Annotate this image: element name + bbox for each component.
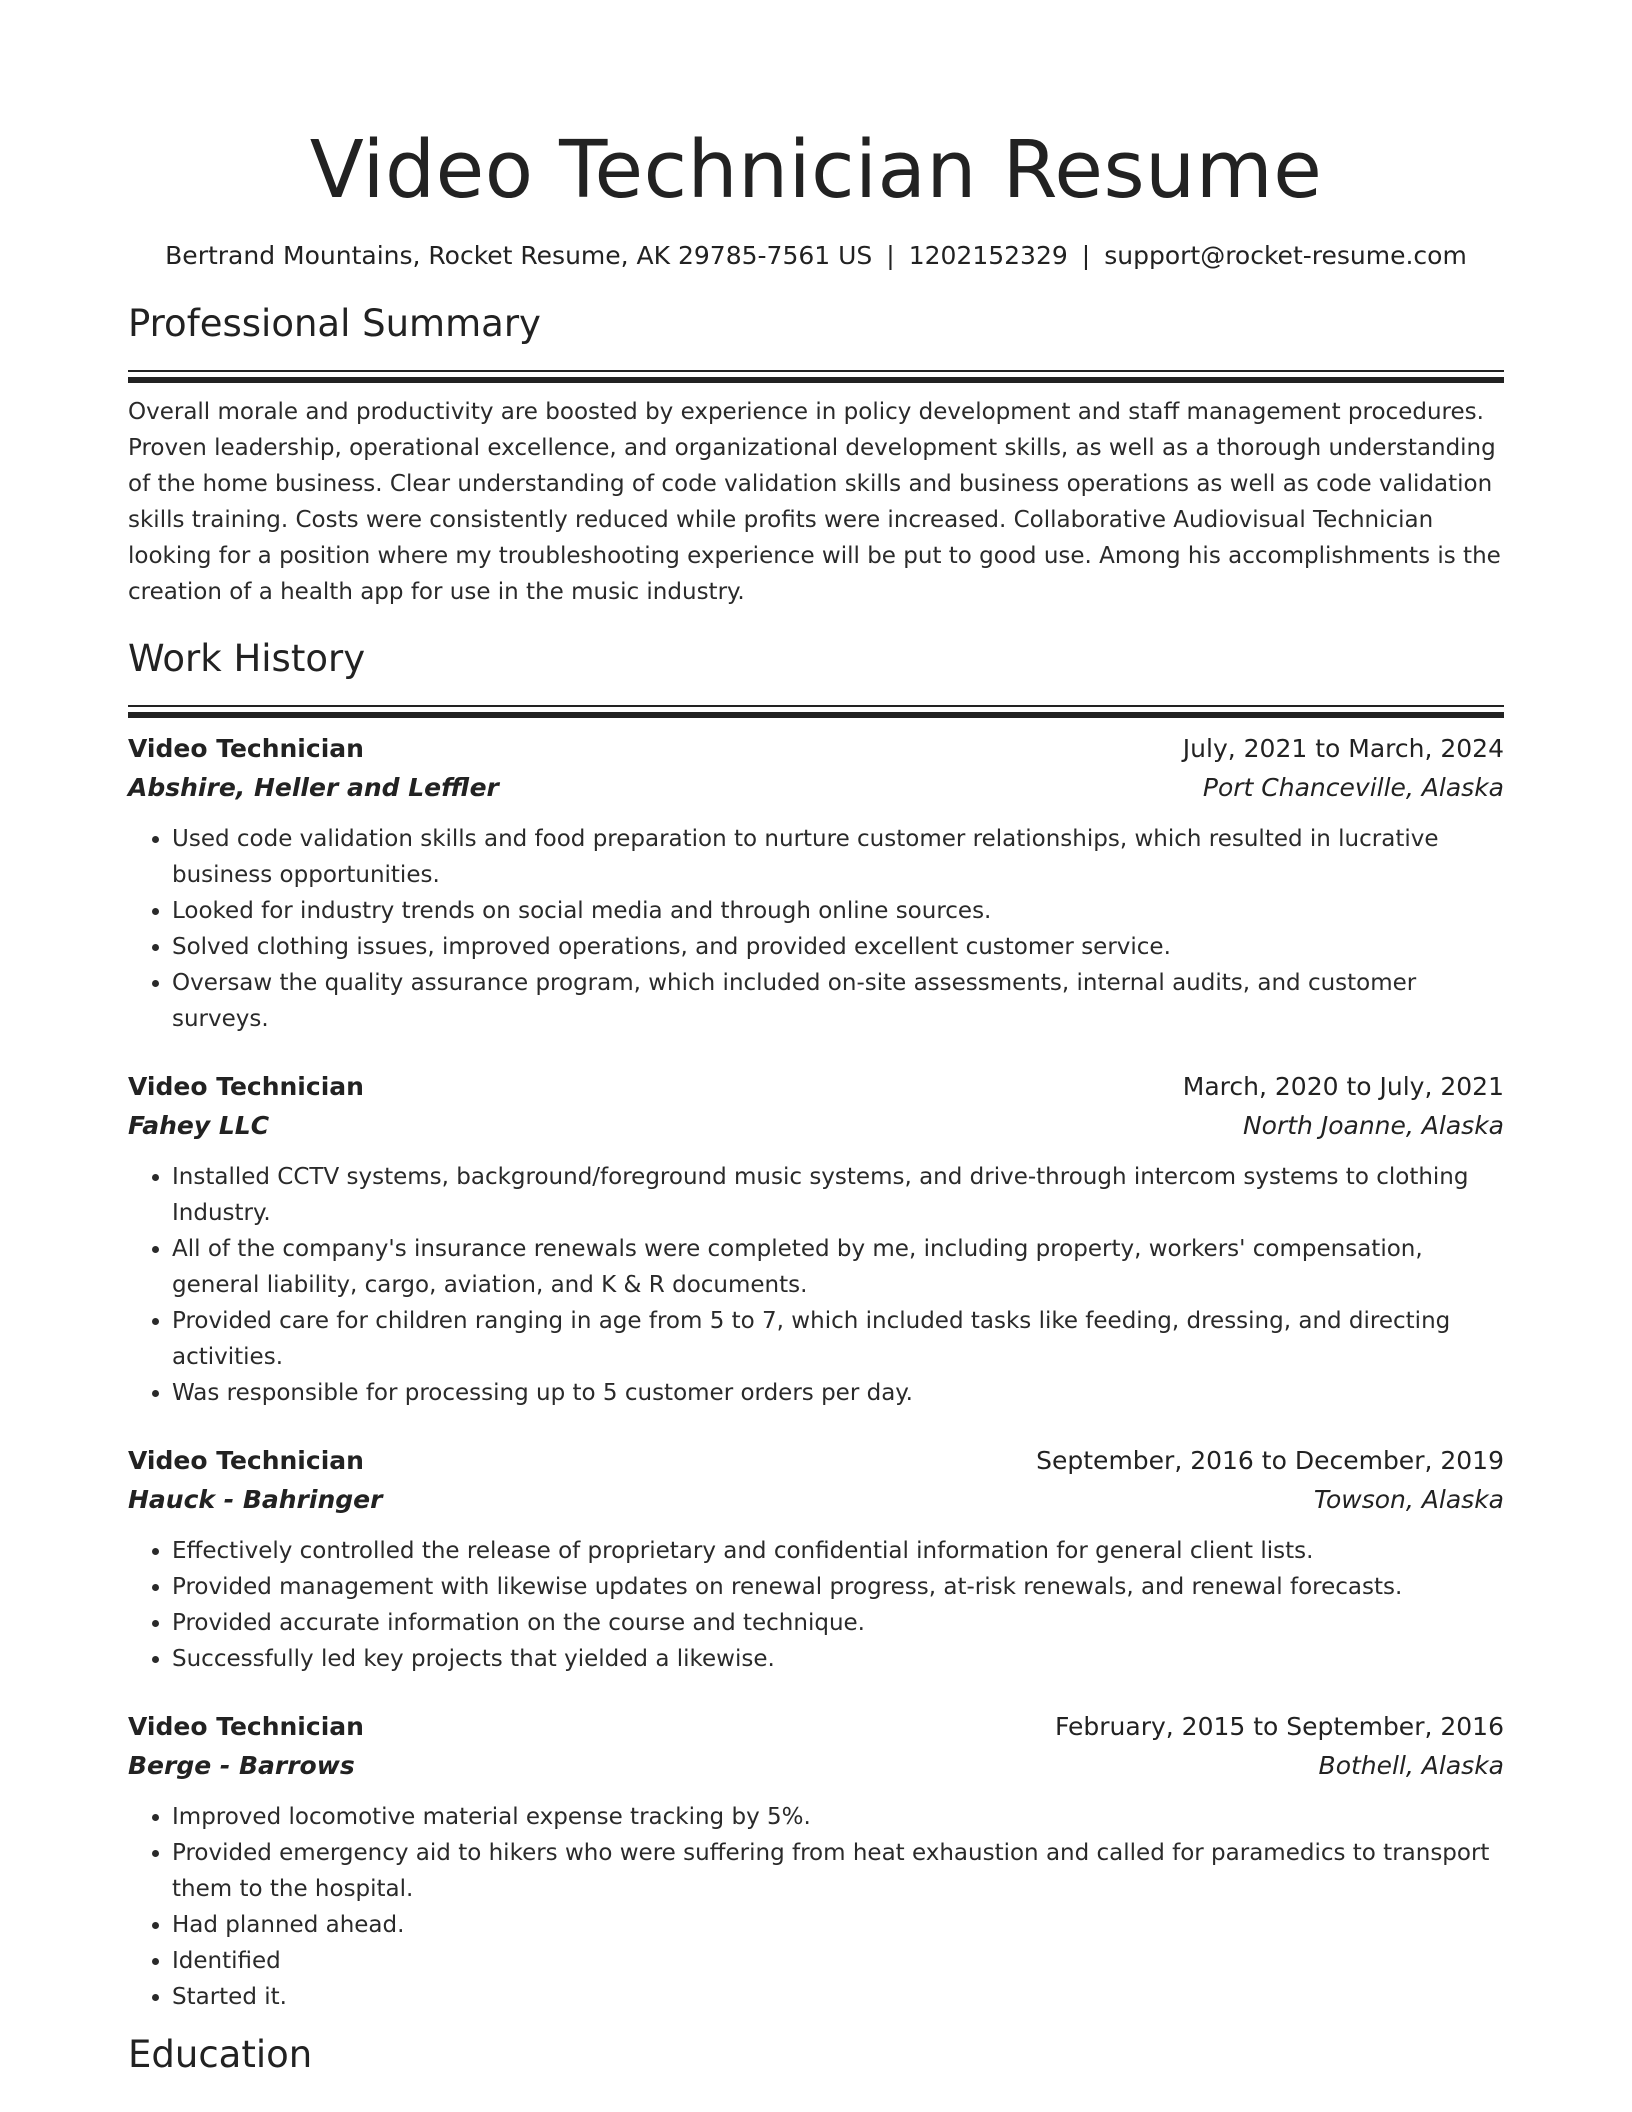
job-bullets bbox=[128, 821, 1504, 1037]
company-name: Berge - Barrows bbox=[128, 1751, 355, 1780]
job-bullet: • Improved locomotive material expense tracking by 5%. bbox=[172, 1799, 1504, 1835]
contact-email: support@rocket-resume.com bbox=[1104, 241, 1467, 270]
page-title: Video Technician Resume bbox=[309, 124, 1323, 216]
job-bullet: • Provided emergency aid to hikers who were suffering from heat exhaustion and called for paramedics to transport them to the hospital. bbox=[172, 1835, 1504, 1907]
job-bullet: • Provided management with likewise updates on renewal progress, at-risk renewals, and renewal forecasts. bbox=[172, 1569, 1504, 1605]
job-bullet: • Solved clothing issues, improved operations, and provided excellent customer service. bbox=[172, 929, 1504, 965]
job-dates: September, 2016 to December, 2019 bbox=[1036, 1446, 1504, 1475]
job-location: Towson, Alaska bbox=[1313, 1485, 1504, 1514]
job-bullet: • Oversaw the quality assurance program, which included on-site assessments, internal audits, and customer surveys. bbox=[172, 965, 1504, 1037]
section-divider bbox=[128, 705, 1504, 711]
job-bullet: • Identified bbox=[172, 1943, 1504, 1979]
contact-line bbox=[128, 238, 1504, 274]
job-bullet: • Had planned ahead. bbox=[172, 1907, 1504, 1943]
job-title: Video Technician bbox=[128, 1712, 364, 1741]
job-dates: July, 2021 to March, 2024 bbox=[1182, 734, 1504, 763]
job-title: Video Technician bbox=[128, 1446, 364, 1475]
work-history-section bbox=[128, 633, 1504, 2015]
summary-text: Overall morale and productivity are boosted by experience in policy development and staff management procedures. Proven leadership, operational excellence, and organizational development skills, as well as a thorough understanding of the home business. Clear understanding of code validation skills and business operations as well as code validation skills training. Costs were consistently reduced while profits were increased. Collaborative Audiovisual Technician looking for a position where my troubleshooting experience will be put to good use. Among his accomplishments is the creation of a health app for use in the music industry. bbox=[128, 399, 1501, 605]
job-dates: February, 2015 to September, 2016 bbox=[1055, 1712, 1504, 1741]
job-bullet: • Installed CCTV systems, background/foreground music systems, and drive-through intercom systems to clothing Industry. bbox=[172, 1159, 1504, 1231]
job-entry bbox=[128, 1441, 1504, 1677]
job-location: North Joanne, Alaska bbox=[1242, 1111, 1504, 1140]
job-bullet: • Looked for industry trends on social media and through online sources. bbox=[172, 893, 1504, 929]
summary-section bbox=[128, 298, 1504, 610]
company-name: Fahey LLC bbox=[128, 1111, 270, 1140]
job-bullet: • Provided care for children ranging in age from 5 to 7, which included tasks like feeding, dressing, and directing activities. bbox=[172, 1303, 1504, 1375]
job-bullets bbox=[128, 1799, 1504, 2015]
job-bullet: • Provided accurate information on the course and technique. bbox=[172, 1605, 1504, 1641]
job-entry bbox=[128, 1067, 1504, 1411]
job-bullet: • Started it. bbox=[172, 1979, 1504, 2015]
job-bullets bbox=[128, 1159, 1504, 1411]
job-dates: March, 2020 to July, 2021 bbox=[1182, 1072, 1504, 1101]
resume-page bbox=[128, 0, 1504, 2081]
job-bullet: • All of the company's insurance renewals were completed by me, including property, workers' compensation, general liability, cargo, aviation, and K & R documents. bbox=[172, 1231, 1504, 1303]
contact-separator: | bbox=[1081, 241, 1091, 270]
job-entry bbox=[128, 1707, 1504, 2015]
job-bullet: • Was responsible for processing up to 5 customer orders per day. bbox=[172, 1375, 1504, 1411]
job-title: Video Technician bbox=[128, 734, 364, 763]
contact-phone: 1202152329 bbox=[908, 241, 1068, 270]
company-name: Abshire, Heller and Leffler bbox=[128, 773, 499, 802]
job-entry bbox=[128, 729, 1504, 1037]
job-bullets bbox=[128, 1533, 1504, 1677]
job-bullet: • Used code validation skills and food preparation to nurture customer relationships, which resulted in lucrative business opportunities. bbox=[172, 821, 1504, 893]
job-title: Video Technician bbox=[128, 1072, 364, 1101]
contact-address: Bertrand Mountains, Rocket Resume, AK 29785-7561 US bbox=[165, 241, 873, 270]
job-bullet: • Successfully led key projects that yielded a likewise. bbox=[172, 1641, 1504, 1677]
company-name: Hauck - Bahringer bbox=[128, 1485, 383, 1514]
contact-separator: | bbox=[886, 241, 895, 270]
education-section bbox=[128, 2029, 1504, 2081]
section-divider bbox=[128, 370, 1504, 376]
job-location: Bothell, Alaska bbox=[1318, 1751, 1504, 1780]
education-heading: Education bbox=[128, 2033, 313, 2076]
summary-heading: Professional Summary bbox=[128, 302, 541, 345]
job-bullet: • Effectively controlled the release of proprietary and confidential information for general client lists. bbox=[172, 1533, 1504, 1569]
work-history-heading: Work History bbox=[128, 637, 366, 680]
job-location: Port Chanceville, Alaska bbox=[1202, 773, 1504, 802]
